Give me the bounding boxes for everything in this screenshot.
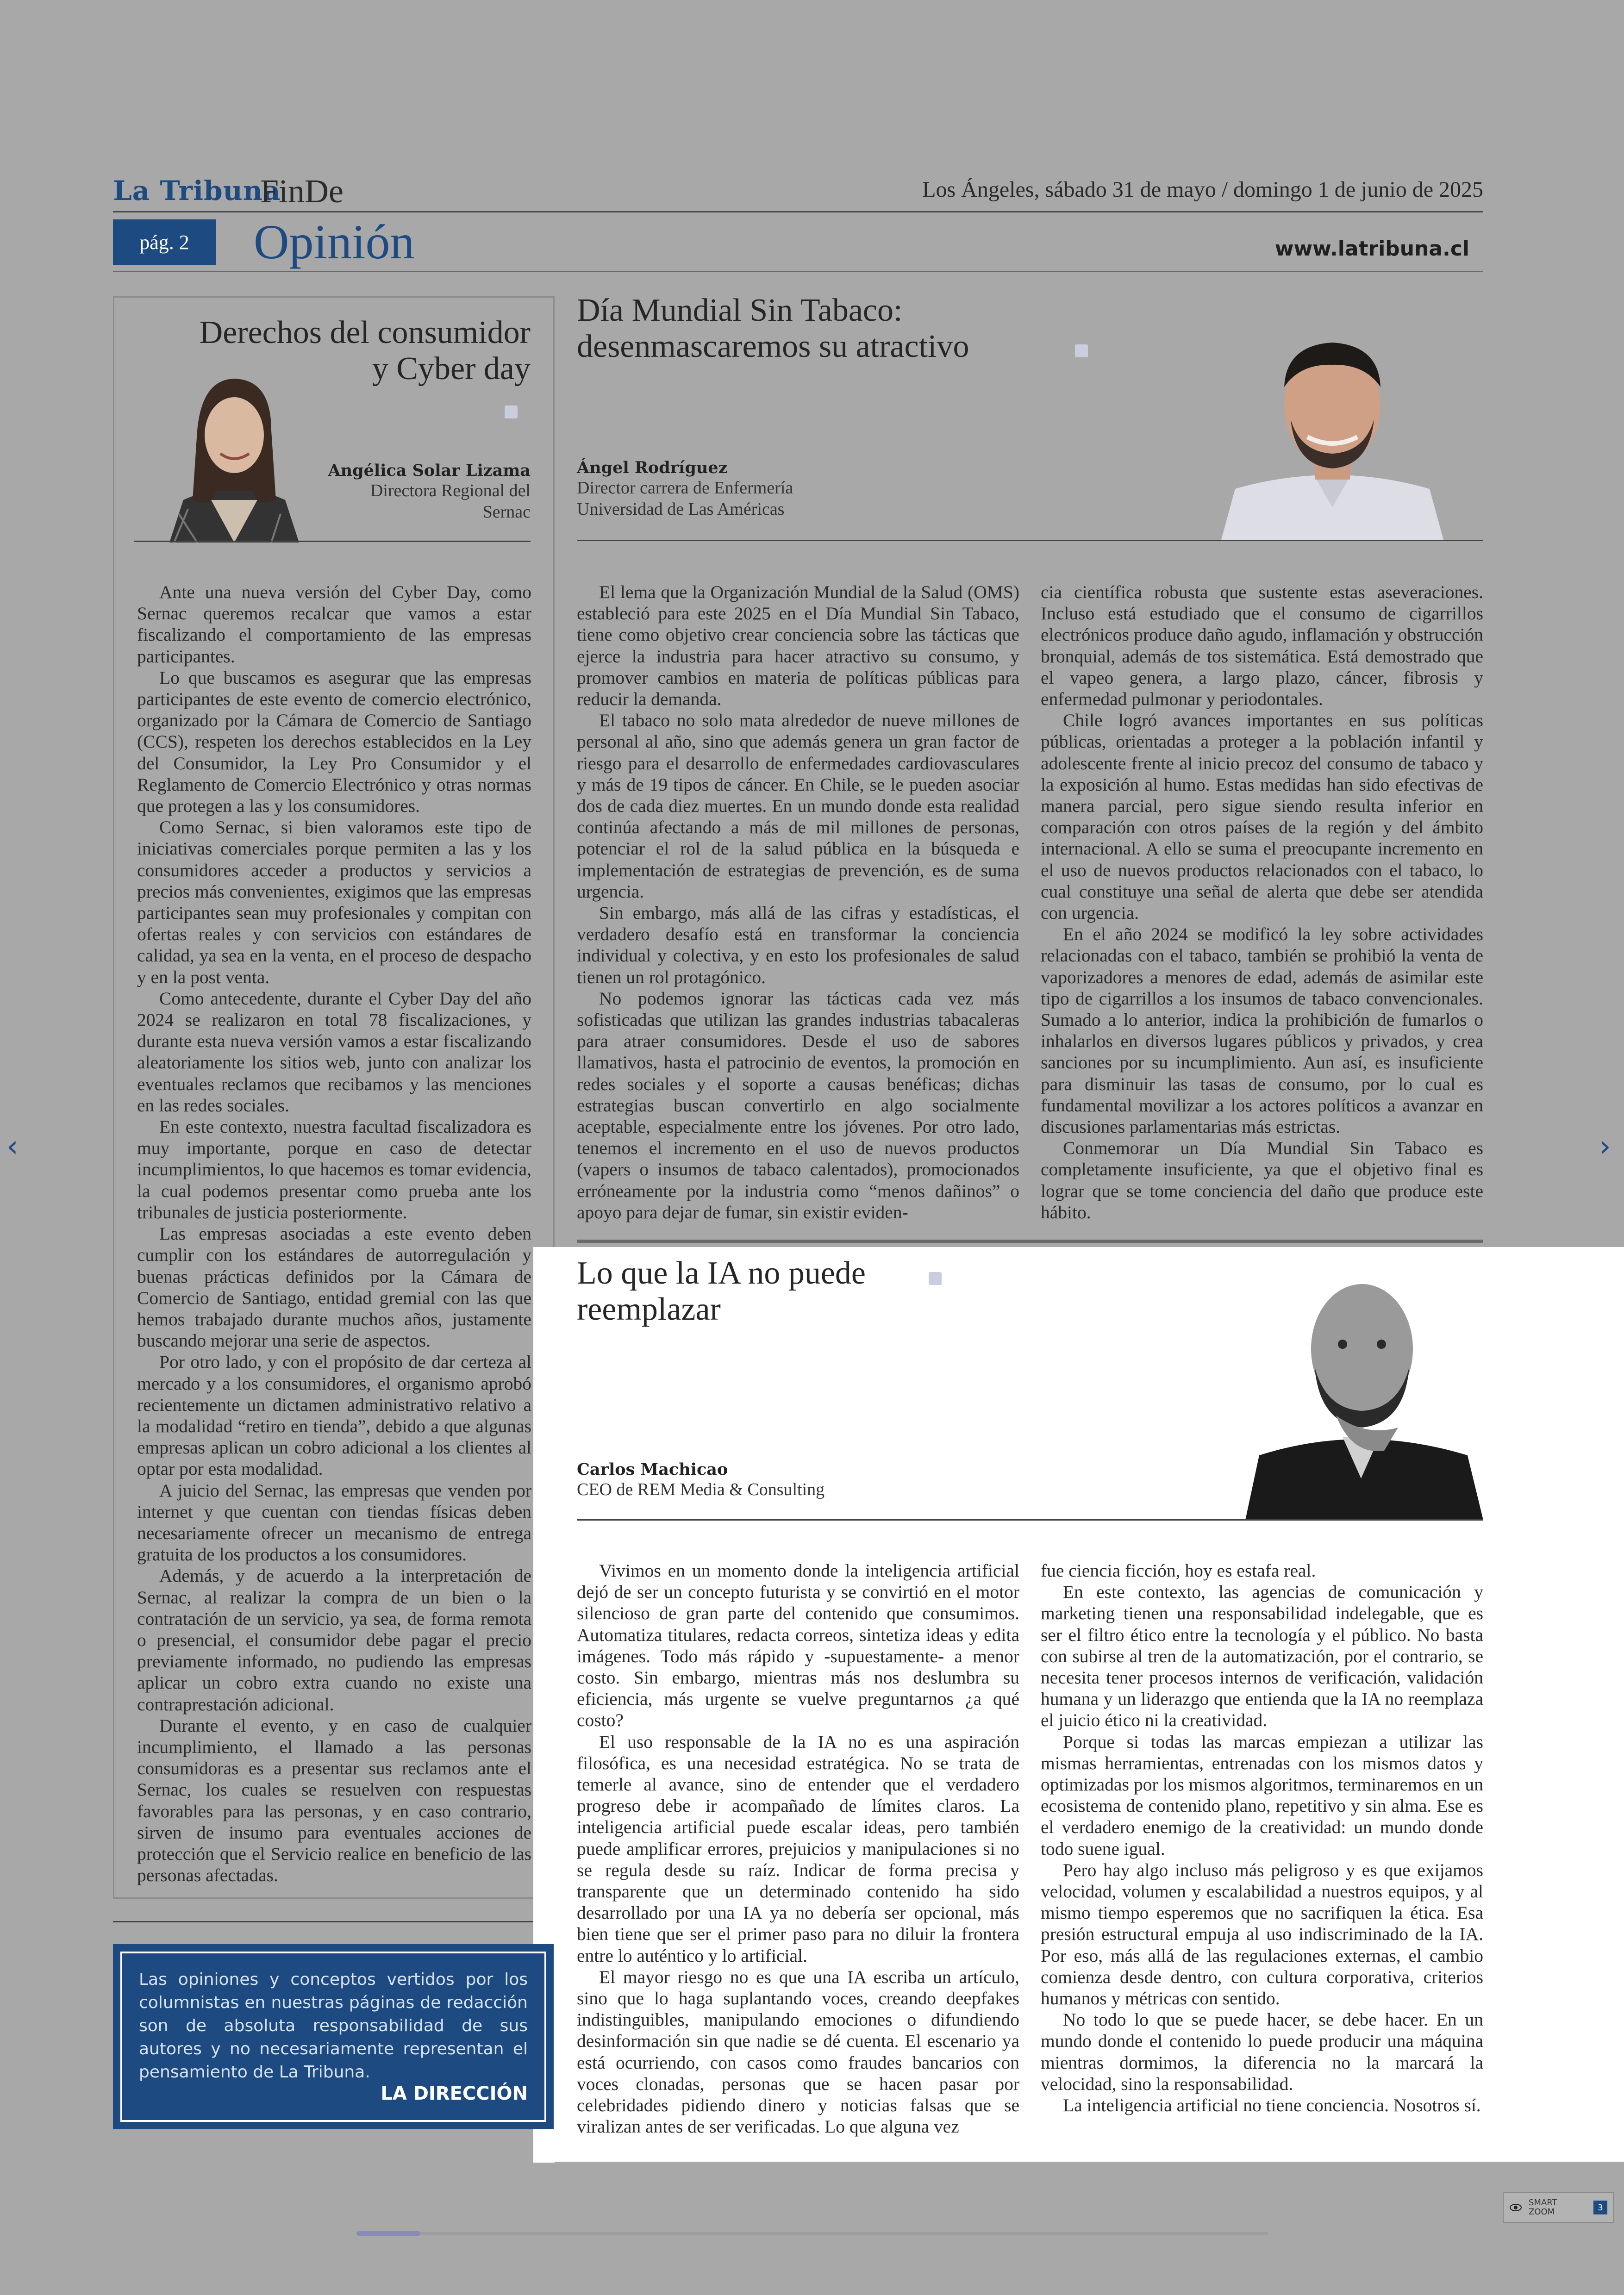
title-line: Lo que la IA no puede bbox=[577, 1255, 866, 1291]
paragraph: Porque si todas las marcas empiezan a utilizar las mismas herramientas, entrenadas con los mismos datos y optimizadas por los mismos algoritmos, terminaremos en un ecosistema de contenido plano, repetitivo y sin alma. Ese es el verdadero enemigo de la creatividad: un mundo donde todo suene igual. bbox=[1041, 1731, 1483, 1859]
smart-zoom-button[interactable] bbox=[1503, 2192, 1614, 2223]
paragraph: La inteligencia artificial no tiene conciencia. Nosotros sí. bbox=[1063, 2095, 1481, 2116]
paragraph: El mayor riesgo no es que una IA escriba un artículo, sino que lo haga suplantando voces, creando deepfakes indistinguibles, manipulando emociones o difundiendo desinformación sin que nadie se dé cuenta. El escenario ya está ocurriendo, con casos como fraudes bancarios con voces clonadas, personas que se hacen pasar por celebridades pidiendo dinero y noticias falsas que se viralizan antes de ser verificadas. Lo que alguna vez bbox=[577, 1966, 1019, 2137]
paragraph: fue ciencia ficción, hoy es estafa real. bbox=[1041, 1560, 1316, 1581]
paragraph: Chile logró avances importantes en sus políticas públicas, orientadas a proteger a la población infantil y adolescente frente al inicio precoz del consumo de tabaco y la exposición al humo. Estas medidas han sido efectivas de manera parcial, pero sigue siendo resulta inferior en comparación con otros países de la región y del ámbito internacional. A ello se suma el preocupante incremento en el uso de nuevos productos relacionados con el tabaco, lo cual constituye una señal de alerta que debe ser atendida con urgencia. bbox=[1041, 710, 1483, 923]
audio-icon[interactable] bbox=[505, 405, 518, 418]
author-role: Directora Regional del bbox=[370, 481, 531, 500]
paragraph: Pero hay algo incluso más peligroso y es que exijamos velocidad, volumen y escalabilidad a nuestros equipos, y al mismo tiempo esperemos que no sacrifiquen la ética. Esa presión estructural empuja al uso indiscriminado de la IA. Por eso, más allá de las regulaciones externas, el cambio comienza desde dentro, con cultura corporativa, criterios humanos y métricas con sentido. bbox=[1041, 1859, 1483, 2009]
paragraph: El lema que la Organización Mundial de la Salud (OMS) estableció para este 2025 en el Día Mundial Sin Tabaco, tiene como objetivo crear conciencia sobre las tácticas que ejerce la industria para hacer atractivo su consumo, y promover cambios en materia de políticas públicas para reducir la demanda. bbox=[577, 582, 1019, 710]
disclaimer-text: Las opiniones y conceptos vertidos por los columnistas en nuestras páginas de redacción son de absoluta responsabilidad de sus autores y no necesariamente representan el pensamiento de La Tribuna. bbox=[139, 1970, 528, 2082]
tobacco-byline bbox=[577, 458, 993, 520]
chevron-left-icon[interactable]: ‹ bbox=[6, 1129, 19, 1164]
paragraph: Conmemorar un Día Mundial Sin Tabaco es completamente insuficiente, ya que el objetivo final es lograr que se tome conciencia del daño que produce este hábito. bbox=[1041, 1138, 1483, 1222]
issue-date: Los Ángeles, sábado 31 de mayo / domingo 1 de junio de 2025 bbox=[922, 177, 1483, 202]
byline-rule bbox=[577, 540, 1483, 541]
page-scroll-track[interactable] bbox=[356, 2232, 1268, 2235]
section-rule bbox=[113, 271, 1483, 272]
page-number-badge: pág. 2 bbox=[113, 219, 216, 265]
author-name: Ángel Rodríguez bbox=[577, 458, 728, 477]
chevron-right-icon[interactable]: › bbox=[1599, 1129, 1611, 1164]
consumer-byline bbox=[324, 461, 531, 523]
paragraph: Además, y de acuerdo a la interpretación de Sernac, al realizar la compra de un bien o la contratación de un servicio, ya sea, de forma remota o presencial, el consumidor debe pagar el precio previamente informado, no pudiendo las empresas aplicar un cobro extra cuando no existe una contraprestación adicional. bbox=[137, 1565, 531, 1715]
paragraph: Ante una nueva versión del Cyber Day, como Sernac queremos recalcar que vamos a estar fiscalizando el comportamiento de las empresas participantes. bbox=[137, 582, 531, 667]
tobacco-bottom-rule bbox=[577, 1240, 1483, 1243]
consumer-article-body bbox=[137, 581, 531, 1886]
author-role: CEO de REM Media & Consulting bbox=[577, 1480, 825, 1499]
paragraph: cia científica robusta que sustente estas aseveraciones. Incluso está estudiado que el consumo de cigarrillos electrónicos produce daño agudo, inflamación y obstrucción bronquial, además de tos sistemática. Está demostrado que el vapeo genera, a largo plazo, cáncer, fibrosis y enfermedad pulmonar y periodontales. bbox=[1041, 582, 1483, 710]
paragraph: Vivimos en un momento donde la inteligencia artificial dejó de ser un concepto futurista y se convirtió en el motor silencioso de gran parte del contenido que consumimos. Automatiza titulares, redacta correos, sintetiza ideas y edita imágenes. Todo más rápido y -supuestamente- a menor costo. Sin embargo, mientras más nos deslumbra su eficiencia, más urgente se vuelve preguntarnos ¿a qué costo? bbox=[577, 1560, 1019, 1731]
paragraph: A juicio del Sernac, las empresas que venden por internet y que cuentan con tiendas físicas deben necesariamente ofrecer un mecanismo de entrega gratuita de los productos a los consumidores. bbox=[137, 1480, 531, 1565]
title-line: y Cyber day bbox=[372, 351, 531, 387]
paragraph: No podemos ignorar las tácticas cada vez más sofisticadas que utilizan las grandes industrias tabacaleras para atraer consumidores. Desde el uso de sabores llamativos, hasta el patrocinio de eventos, la promoción en redes sociales y el soporte a causas benéficas; dichas estrategias buscan convertirlo en algo socialmente aceptable, especialmente entre los jóvenes. Por otro lado, tenemos el incremento en el uso de nuevos productos (vapers o insumos de tabaco calentados), promocionados erróneamente por la industria como “menos dañinos” o apoyo para dejar de fumar, sin existir eviden- bbox=[577, 988, 1019, 1222]
paragraph: En el año 2024 se modificó la ley sobre actividades relacionadas con el tabaco, también se prohibió la venta de vaporizadores a menores de edad, además de asimilar este tipo de cigarrillos a los insumos de tabaco convencionales. Sumado a lo anterior, indica la prohibición de fumarlos o inhalarlos en diversos lugares públicos y privados, y crea sanciones por su incumplimiento. Aun así, es insuficiente para disminuir las tasas de consumo, por lo cual es fundamental movilizar a los actores políticos a avanzar en discusiones parlamentarias más estrictas. bbox=[1041, 924, 1483, 1137]
author-photo-angel bbox=[1212, 313, 1453, 540]
author-name: Carlos Machicao bbox=[577, 1460, 728, 1479]
author-role: Sernac bbox=[482, 502, 531, 522]
paragraph: Durante el evento, y en caso de cualquier incumplimiento, el llamado a las personas consumidoras es a presentar sus reclamos ante el Sernac, los cuales se resuelven con respuestas favorables para las personas, y en caso contrario, sirven de insumo para eventuales acciones de protección que el Servicio realice en beneficio de las personas afectadas. bbox=[137, 1715, 531, 1886]
ai-article-col1 bbox=[577, 1560, 1019, 2137]
paragraph: El uso responsable de la IA no es una aspiración filosófica, es una necesidad estratégica. No se trata de temerle al avance, sino de entender que el verdadero progreso debe ir acompañado de límites claros. La inteligencia artificial puede escalar ideas, pero también puede amplificar errores, prejuicios y manipulaciones si no se regula desde su raíz. Indicar de forma precisa y transparente que un determinado contenido ha sido desarrollado por una IA ya no debería ser opcional, más bien tiene que ser el primer paso para no diluir la frontera entre lo auténtico y lo artificial. bbox=[577, 1731, 1019, 1966]
title-line: Derechos del consumidor bbox=[199, 315, 531, 350]
paragraph: Lo que buscamos es asegurar que las empresas participantes de este evento de comercio electrónico, organizado por la Cámara de Comercio de Santiago (CCS), respeten los derechos establecidos en la Ley del Consumidor, la Ley Pro Consumidor y el Reglamento de Comercio Electrónico y otras normas que protegen a las y los consumidores. bbox=[137, 667, 531, 817]
newspaper-logo: La Tribuna bbox=[113, 175, 281, 206]
section-title: Opinión bbox=[254, 215, 415, 269]
author-photo-angelica bbox=[142, 361, 327, 543]
ai-byline bbox=[577, 1460, 993, 1500]
tobacco-article-col2 bbox=[1041, 581, 1483, 1223]
author-role: Universidad de Las Américas bbox=[577, 499, 785, 519]
zoom-level: 3 bbox=[1593, 2201, 1607, 2214]
editorial-disclaimer bbox=[113, 1944, 554, 2129]
paragraph: Como Sernac, si bien valoramos este tipo de iniciativas comerciales porque permiten a las y los consumidores acceder a productos y servicios a precios más convenientes, exigimos que las empresas participantes sean muy profesionales y compitan con ofertas reales y con servicios con estándares de calidad, ya sea en la venta, en el proceso de despacho y en la post venta. bbox=[137, 817, 531, 987]
author-role: Director carrera de Enfermería bbox=[577, 478, 793, 498]
disclaimer-signature: LA DIRECCIÓN bbox=[381, 2083, 528, 2104]
left-bottom-rule bbox=[113, 1921, 554, 1922]
zoom-label-line: SMART bbox=[1529, 2198, 1557, 2208]
ai-article-title bbox=[577, 1255, 993, 1328]
title-line: desenmascaremos su atractivo bbox=[577, 329, 969, 365]
paragraph: En este contexto, nuestra facultad fiscalizadora es muy importante, porque en caso de detectar incumplimientos, lo que hacemos es tomar evidencia, la cual podemos presentar como prueba ante los tribunales de justicia posteriormente. bbox=[137, 1116, 531, 1222]
author-photo-carlos bbox=[1245, 1261, 1483, 1520]
header-rule bbox=[113, 211, 1483, 212]
disclaimer-frame bbox=[120, 1952, 546, 2122]
page-scroll-thumb[interactable] bbox=[356, 2231, 420, 2236]
smart-zoom-label bbox=[1529, 2198, 1557, 2217]
paragraph: Como antecedente, durante el Cyber Day del año 2024 se realizaron en total 78 fiscalizaciones, y durante esta nueva versión vamos a estar fiscalizando aleatoriamente los sitios web, junto con analizar los eventuales reclamos que recibamos y las menciones en las redes sociales. bbox=[137, 988, 531, 1116]
zoom-label-line: ZOOM bbox=[1529, 2207, 1555, 2217]
byline-rule bbox=[134, 541, 531, 542]
paragraph: Las empresas asociadas a este evento deben cumplir con los estándares de autorregulación y buenas prácticas definidos por la Cámara de Comercio de Santiago, entidad gremial con las que hemos trabajado durante muchos años, justamente buscando mejorar una serie de aspectos. bbox=[137, 1223, 531, 1351]
tobacco-article-col1 bbox=[577, 581, 1019, 1223]
audio-icon[interactable] bbox=[1075, 344, 1088, 357]
paragraph: Sin embargo, más allá de las cifras y estadísticas, el verdadero desafío está en transformar la conciencia individual y colectiva, y en esto los profesionales de salud tienen un rol protagónico. bbox=[577, 903, 1019, 987]
title-line: Día Mundial Sin Tabaco: bbox=[577, 293, 903, 328]
title-line: reemplazar bbox=[577, 1291, 721, 1328]
eye-icon bbox=[1509, 2203, 1522, 2212]
paragraph: No todo lo que se puede hacer, se debe hacer. En un mundo donde el contenido lo puede producir una máquina mientras dormimos, la diferencia no la marcará la velocidad, sino la responsabilidad. bbox=[1041, 2009, 1483, 2094]
author-name: Angélica Solar Lizama bbox=[328, 461, 531, 480]
paragraph: En este contexto, las agencias de comunicación y marketing tienen una responsabilidad indelegable, que es ser el filtro ético entre la tecnología y el público. No basta con subirse al tren de la automatización, por el contrario, se necesita tener procesos internos de verificación, validación humana y un liderazgo que entienda que la IA no reemplaza el juicio ético ni la creatividad. bbox=[1041, 1582, 1483, 1731]
byline-rule bbox=[577, 1519, 1483, 1521]
tobacco-article-title bbox=[577, 293, 1132, 365]
paragraph: Por otro lado, y con el propósito de dar certeza al mercado y a los consumidores, el organismo aprobó recientemente un dictamen administrativo relativo a la modalidad “retiro en tienda”, debido a que algunas empresas aplican un cobro adicional a los clientes al optar por esta modalidad. bbox=[137, 1352, 531, 1479]
website-link[interactable]: www.latribuna.cl bbox=[1274, 237, 1469, 261]
paragraph: El tabaco no solo mata alrededor de nueve millones de personal al año, sino que además genera un gran factor de riesgo para el desarrollo de enfermedades cardiovasculares y más de 19 tipos de cáncer. En Chile, se le pueden asociar dos de cada diez muertes. En un mundo donde esta realidad continúa afectando a más de mil millones de personas, potenciar el rol de la salud pública en la búsqueda e implementación de estrategias de prevención, es de suma urgencia. bbox=[577, 710, 1019, 902]
audio-icon[interactable] bbox=[929, 1272, 942, 1285]
ai-article-col2 bbox=[1041, 1560, 1483, 2116]
edition-name: FinDe bbox=[260, 173, 344, 210]
